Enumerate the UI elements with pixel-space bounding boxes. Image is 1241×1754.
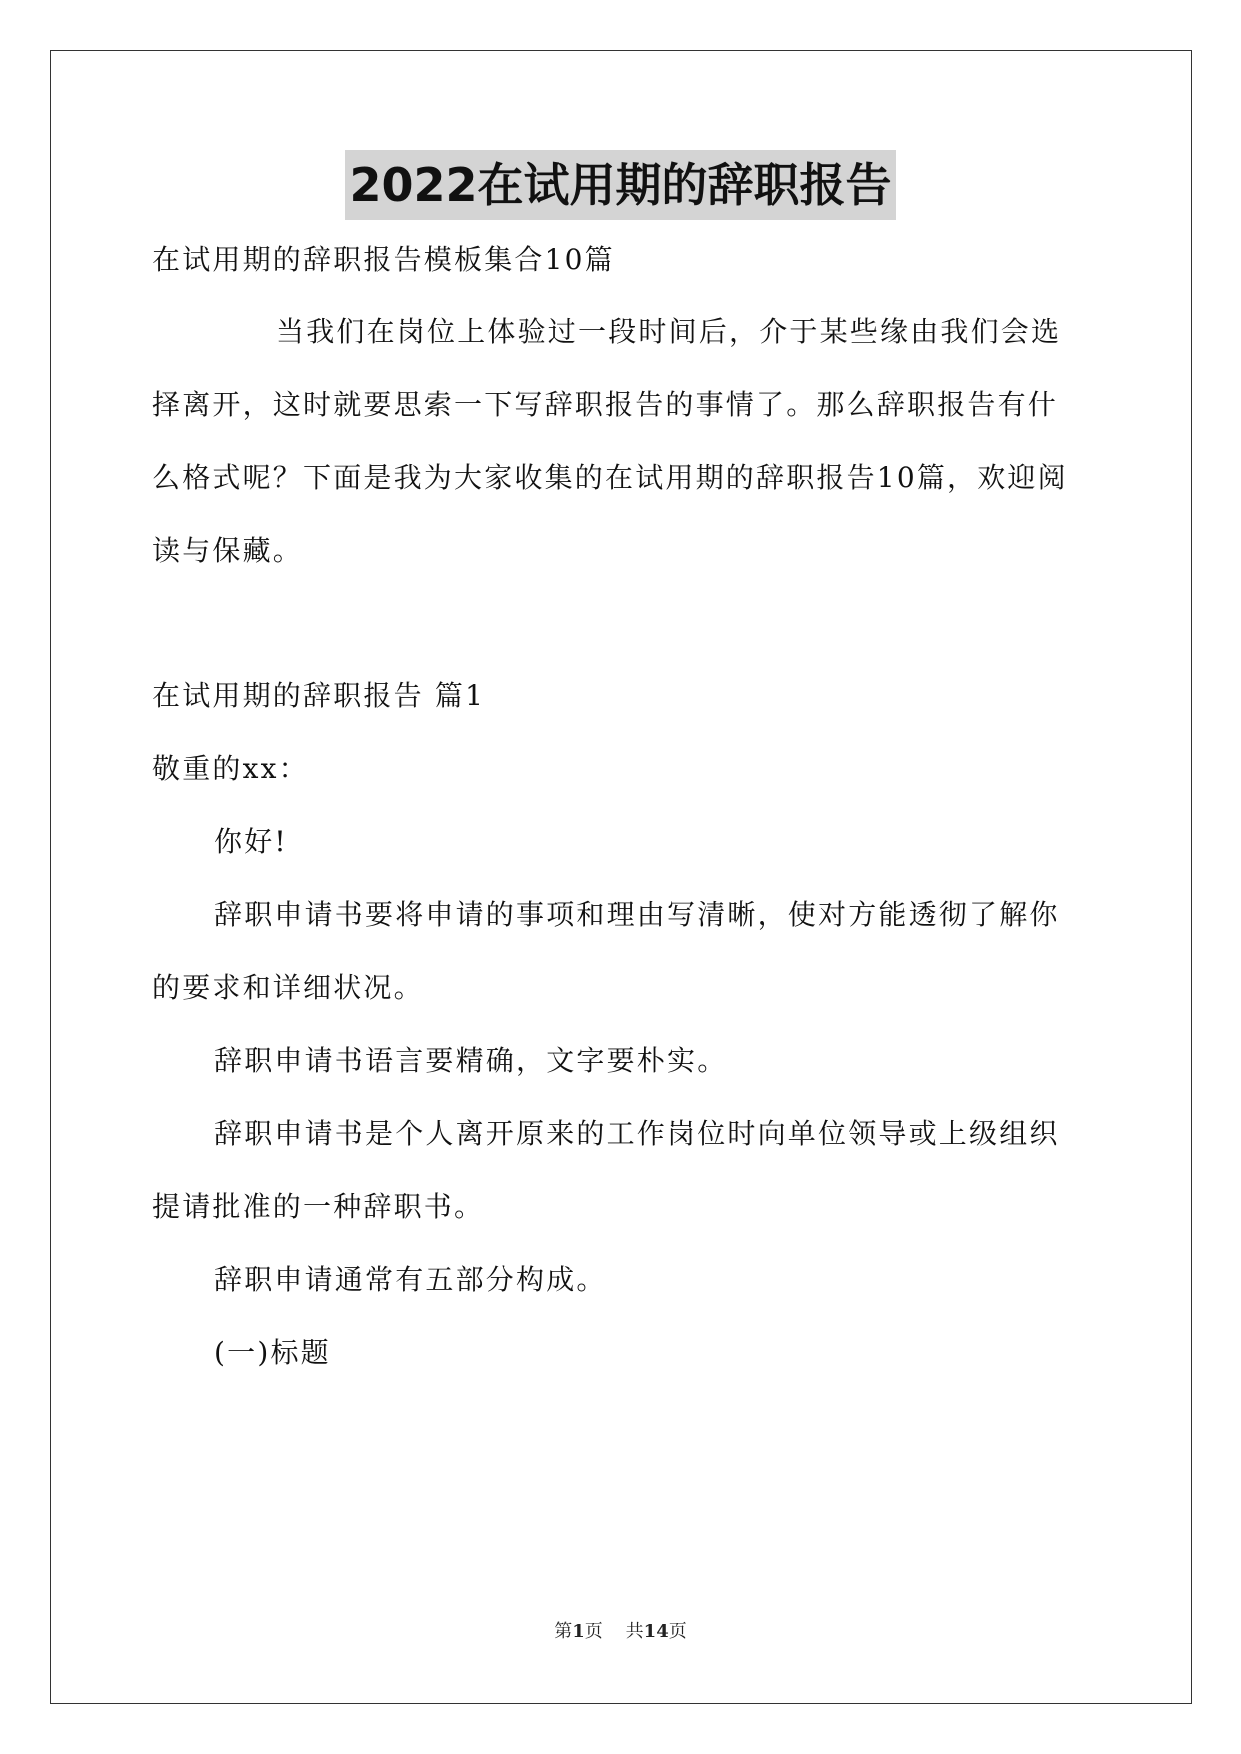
paragraph-line: 的要求和详细状况。 <box>152 971 424 1004</box>
paragraph-line: 读与保藏。 <box>152 534 304 567</box>
footer-total-suffix: 页 <box>668 1621 687 1642</box>
footer-total-pages: 14 <box>643 1621 669 1642</box>
section-heading: 在试用期的辞职报告 篇1 <box>152 679 486 712</box>
page-footer <box>0 1620 1241 1644</box>
paragraph-line: 么格式呢？下面是我为大家收集的在试用期的辞职报告10篇，欢迎阅 <box>152 461 1068 494</box>
salutation: 敬重的xx： <box>152 752 309 785</box>
footer-prefix: 第 <box>554 1621 573 1642</box>
paragraph-line: 当我们在岗位上体验过一段时间后，介于某些缘由我们会选 <box>276 315 1062 348</box>
paragraph-line: 辞职申请书要将申请的事项和理由写清晰，使对方能透彻了解你 <box>214 898 1060 931</box>
subheading: (一)标题 <box>214 1336 331 1369</box>
paragraph-line: 辞职申请书是个人离开原来的工作岗位时向单位领导或上级组织 <box>214 1117 1060 1150</box>
paragraph-line: 提请批准的一种辞职书。 <box>152 1190 485 1223</box>
paragraph-line: 辞职申请通常有五部分构成。 <box>214 1263 607 1296</box>
page-border <box>50 50 1192 1704</box>
paragraph-line: 择离开，这时就要思索一下写辞职报告的事情了。那么辞职报告有什 <box>152 388 1059 421</box>
paragraph-line: 辞职申请书语言要精确，文字要朴实。 <box>214 1044 728 1077</box>
greeting: 你好! <box>214 825 288 858</box>
footer-page-suffix: 页 <box>584 1621 603 1642</box>
title-container <box>0 150 1241 220</box>
subtitle-line: 在试用期的辞职报告模板集合10篇 <box>152 243 615 276</box>
footer-page-number: 1 <box>572 1621 585 1642</box>
footer-total-prefix: 共 <box>625 1621 644 1642</box>
document-title: 2022在试用期的辞职报告 <box>345 150 895 220</box>
